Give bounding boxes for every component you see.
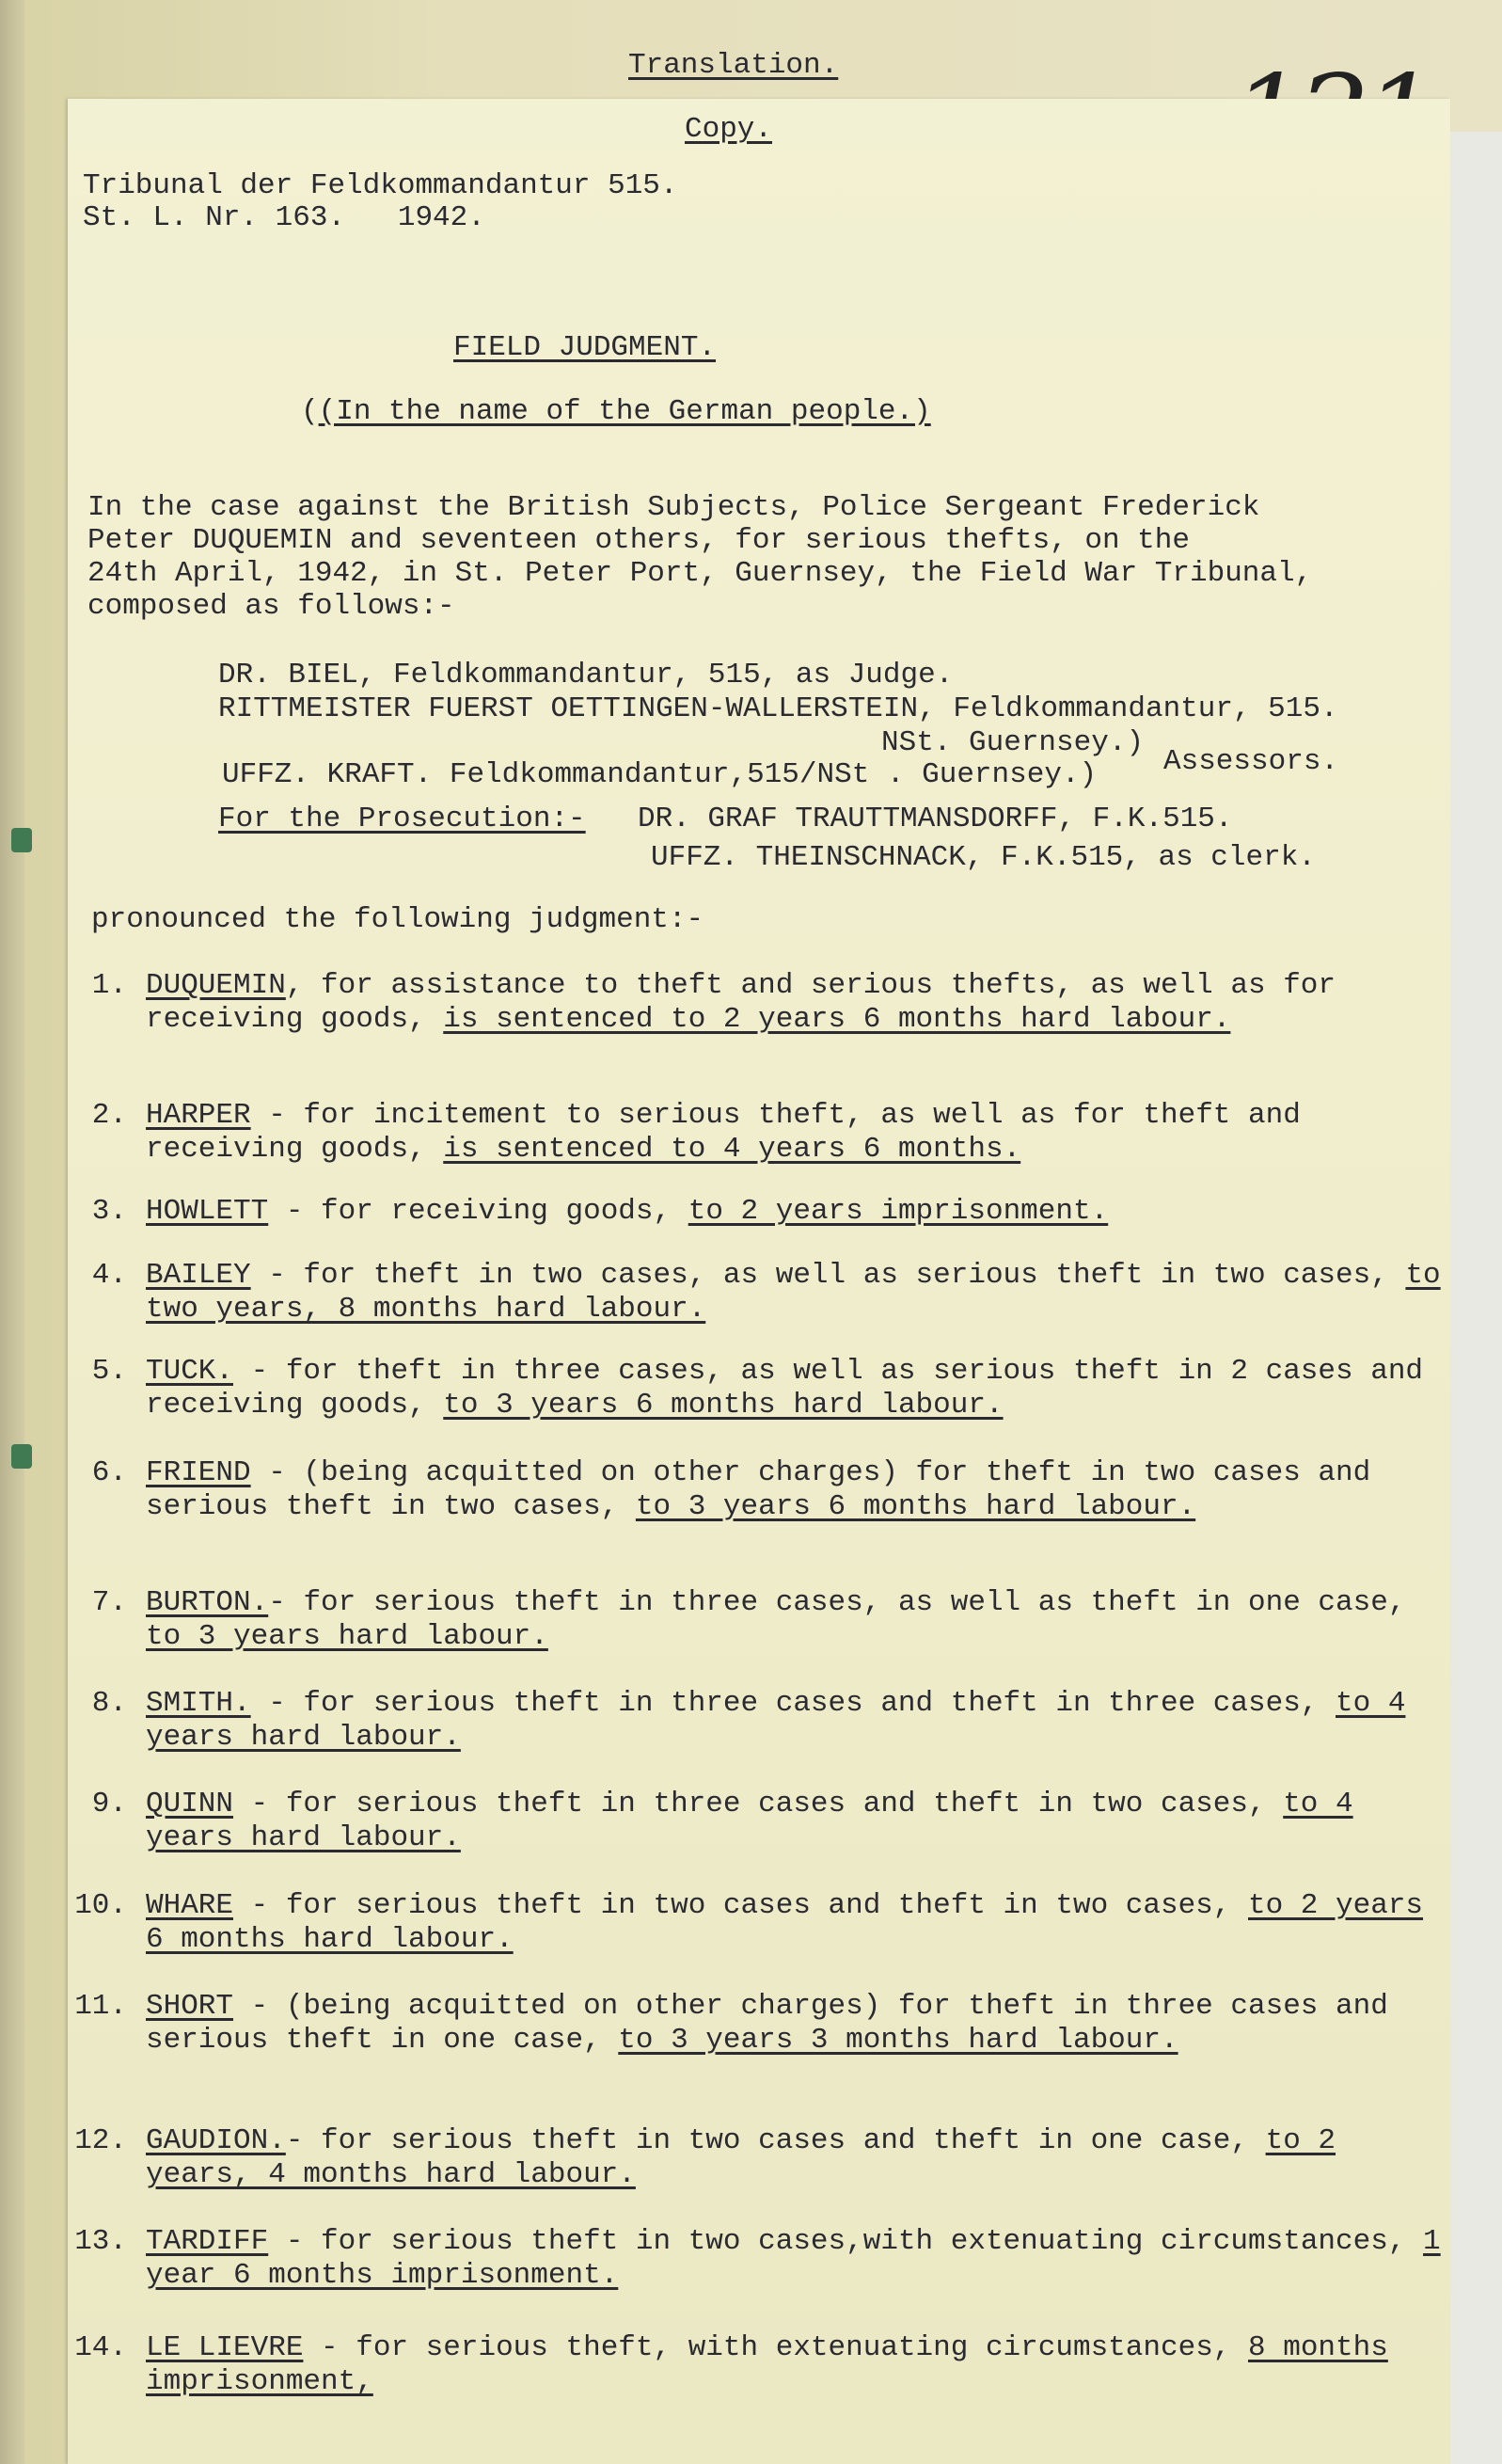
charge-text: - for receiving goods,	[268, 1195, 688, 1228]
sentence-text: to 3 years 6 months hard labour.	[635, 1490, 1196, 1523]
item-number: 13.	[74, 2225, 127, 2258]
sentence-text: to 4 years hard labour.	[146, 1788, 1353, 1854]
item-number: 5.	[91, 1355, 127, 1388]
charge-text: - for serious theft in three cases and theft in two cases,	[233, 1788, 1284, 1820]
sentence-text: is sentenced to 4 years 6 months.	[443, 1133, 1021, 1166]
accused-name: DUQUEMIN	[146, 969, 286, 1002]
item-body	[146, 1586, 1453, 1654]
assessor-2-line: UFFZ. KRAFT. Feldkommandantur,515/NSt . Guernsey.)	[222, 758, 1098, 791]
item-body	[146, 1259, 1453, 1327]
item-body	[146, 1788, 1453, 1855]
sentence-text: is sentenced to 2 years 6 months hard labour.	[443, 1003, 1231, 1036]
item-number: 3.	[91, 1195, 127, 1228]
charge-text: , for assistance to theft and serious thefts, as well as for receiving goods,	[146, 969, 1336, 1036]
page-subtitle: ((In the name of the German people.)	[301, 395, 931, 428]
intro-line-1: In the case against the British Subjects, Police Sergeant Frederick	[87, 491, 1260, 524]
sentence-text: to two years, 8 months hard labour.	[146, 1259, 1441, 1326]
page-title: FIELD JUDGMENT.	[453, 331, 717, 364]
sentence-text: to 3 years hard labour.	[146, 1620, 548, 1653]
sentence-text: to 2 years 6 months hard labour.	[146, 1889, 1424, 1956]
subtitle-text: (In the name of the German people.)	[318, 395, 931, 428]
accused-name: GAUDION.	[146, 2124, 286, 2157]
reference-line: St. L. Nr. 163. 1942.	[83, 201, 485, 234]
copy-heading: Copy.	[685, 113, 773, 146]
accused-name: TARDIFF	[146, 2225, 269, 2258]
item-number: 6.	[91, 1456, 127, 1489]
accused-name: BURTON.	[146, 1586, 269, 1619]
accused-name: LE LIEVRE	[146, 2331, 304, 2364]
accused-name: WHARE	[146, 1889, 234, 1922]
sentence-text: 8 months imprisonment,	[146, 2331, 1388, 2398]
charge-text: - for incitement to serious theft, as well as for theft and receiving goods,	[146, 1099, 1301, 1166]
intro-line-4: composed as follows:-	[87, 590, 455, 623]
accused-name: HARPER	[146, 1099, 251, 1132]
assessor-1-nst: NSt. Guernsey.)	[881, 726, 1145, 759]
item-body	[146, 2331, 1453, 2399]
accused-name: QUINN	[146, 1788, 234, 1820]
item-body	[146, 1195, 1453, 1229]
item-number: 14.	[74, 2331, 127, 2364]
accused-name: SHORT	[146, 1990, 234, 2023]
prosecutor-line: DR. GRAF TRAUTTMANSDORFF, F.K.515.	[638, 803, 1233, 835]
item-number: 9.	[91, 1788, 127, 1820]
item-body	[146, 1099, 1453, 1167]
accused-name: HOWLETT	[146, 1195, 269, 1228]
item-body	[146, 2225, 1453, 2293]
item-number: 8.	[91, 1687, 127, 1720]
item-number: 11.	[74, 1990, 127, 2023]
charge-text: - (being acquitted on other charges) for theft in three cases and serious theft in one case,	[146, 1990, 1388, 2057]
item-number: 1.	[91, 969, 127, 1002]
charge-text: - (being acquitted on other charges) for theft in two cases and serious theft in two cases,	[146, 1456, 1371, 1523]
accused-name: TUCK.	[146, 1355, 234, 1388]
binding-edge	[0, 0, 24, 2464]
item-body	[146, 1687, 1453, 1755]
sentence-text: 1 year 6 months imprisonment.	[146, 2225, 1441, 2292]
item-body	[146, 1990, 1453, 2058]
item-number: 12.	[74, 2124, 127, 2157]
sentence-text: to 4 years hard labour.	[146, 1687, 1406, 1754]
charge-text: - for serious theft in two cases,with extenuating circumstances,	[268, 2225, 1424, 2258]
clerk-line: UFFZ. THEINSCHNACK, F.K.515, as clerk.	[651, 841, 1316, 874]
assessors-label: Assessors.	[1163, 745, 1339, 778]
item-number: 4.	[91, 1259, 127, 1292]
assessor-1-line: RITTMEISTER FUERST OETTINGEN-WALLERSTEIN, Feldkommandantur, 515.	[218, 692, 1338, 725]
charge-text: - for serious theft in three cases and theft in three cases,	[250, 1687, 1336, 1720]
charge-text: - for theft in two cases, as well as serious theft in two cases,	[250, 1259, 1406, 1292]
item-number: 2.	[91, 1099, 127, 1132]
pronounced-line: pronounced the following judgment:-	[91, 903, 704, 936]
charge-text: - for serious theft, with extenuating circumstances,	[303, 2331, 1249, 2364]
accused-name: SMITH.	[146, 1687, 251, 1720]
accused-name: FRIEND	[146, 1456, 251, 1489]
item-body	[146, 969, 1453, 1037]
prosecution-label: For the Prosecution:-	[218, 803, 586, 835]
translation-heading: Translation.	[628, 49, 839, 82]
item-body	[146, 1889, 1453, 1957]
charge-text: - for serious theft in three cases, as well as theft in one case,	[268, 1586, 1406, 1619]
accused-name: BAILEY	[146, 1259, 251, 1292]
sentence-text: to 3 years 3 months hard labour.	[618, 2024, 1178, 2057]
binding-thread	[11, 1444, 32, 1469]
item-body	[146, 1456, 1453, 1524]
item-number: 7.	[91, 1586, 127, 1619]
intro-line-2: Peter DUQUEMIN and seventeen others, for serious thefts, on the	[87, 524, 1190, 557]
sentence-text: to 2 years, 4 months hard labour.	[146, 2124, 1336, 2191]
tribunal-line: Tribunal der Feldkommandantur 515.	[83, 169, 678, 202]
item-body	[146, 2124, 1453, 2192]
sentence-text: to 2 years imprisonment.	[688, 1195, 1109, 1228]
charge-text: - for serious theft in two cases and theft in two cases,	[233, 1889, 1248, 1922]
intro-line-3: 24th April, 1942, in St. Peter Port, Guernsey, the Field War Tribunal,	[87, 557, 1313, 590]
item-number: 10.	[74, 1889, 127, 1922]
judge-line: DR. BIEL, Feldkommandantur, 515, as Judge.	[218, 659, 954, 692]
charge-text: - for serious theft in two cases and theft in one case,	[285, 2124, 1266, 2157]
item-body	[146, 1355, 1453, 1423]
sentence-text: to 3 years 6 months hard labour.	[443, 1389, 1004, 1422]
charge-text: - for theft in three cases, as well as serious theft in 2 cases and receiving goods,	[146, 1355, 1424, 1422]
binding-thread	[11, 828, 32, 852]
